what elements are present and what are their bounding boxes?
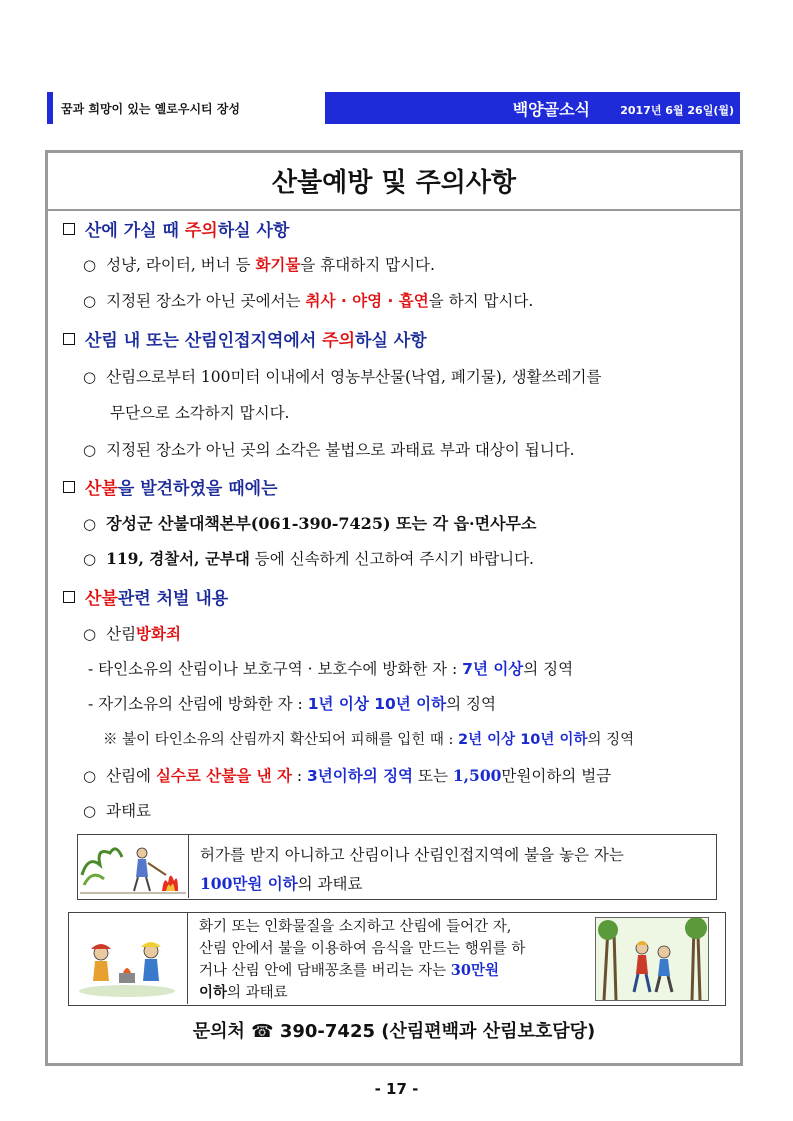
issue-date: 2017년 6월 26일(월) [620, 104, 734, 117]
checkbox-bullet-icon [63, 481, 75, 493]
page-number: - 17 - [374, 1080, 419, 1098]
circle-bullet-icon: ○ [83, 625, 97, 643]
bullet-item: ○ 산림에 실수로 산불을 낸 자 : 3년이하의 징역 또는 1,500만원이하의 벌금 [83, 766, 612, 785]
bullet-item: ○ 지정된 장소가 아닌 곳의 소각은 불법으로 과태료 부과 대상이 됩니다. [83, 441, 575, 459]
hikers-illustration [595, 917, 709, 1001]
circle-bullet-icon: ○ [83, 550, 97, 568]
bullet-item: ○ 성냥, 라이터, 버너 등 화기물을 휴대하지 맙시다. [83, 256, 435, 274]
box1-text: 허가를 받지 아니하고 산림이나 산림인접지역에 불을 놓은 자는 [200, 846, 624, 864]
fine-box-1 [77, 834, 717, 900]
box2-text: 산림 안에서 불을 이용하여 음식을 만드는 행위를 하 [199, 941, 526, 957]
bullet-item: ○ 산림으로부터 100미터 이내에서 영농부산물(낙엽, 폐기물), 생활쓰레기를 [83, 368, 602, 386]
penalty-note: ※ 불이 타인소유의 산림까지 확산되어 피해를 입힌 때 : 2년 이상 10년 이하의 징역 [103, 732, 635, 748]
circle-bullet-icon: ○ [83, 515, 97, 533]
page-header [47, 92, 740, 124]
contact-info: 문의처 ☎ 390-7425 (산림편백과 산림보호담당) [192, 1021, 596, 1042]
section-4-heading: 산불관련 처벌 내용 [63, 584, 228, 609]
campfire-illustration [78, 835, 189, 898]
bullet-item: ○ 119, 경찰서, 군부대 등에 신속하게 신고하여 주시기 바랍니다. [83, 549, 534, 568]
section-3-heading: 산불을 발견하였을 때에는 [63, 474, 278, 499]
bullet-item: ○ 지정된 장소가 아닌 곳에서는 취사 · 야영 · 흡연을 하지 맙시다. [83, 292, 534, 310]
header-banner [325, 92, 740, 124]
box1-text: 100만원 이하의 과태료 [200, 874, 363, 893]
checkbox-bullet-icon [63, 223, 75, 235]
picnic-illustration [69, 913, 188, 1004]
circle-bullet-icon: ○ [83, 368, 97, 386]
checkbox-bullet-icon [63, 333, 75, 345]
box2-text: 이하의 과태료 [199, 984, 288, 1001]
notice-frame [45, 150, 743, 1066]
checkbox-bullet-icon [63, 591, 75, 603]
box2-text: 화기 또는 인화물질을 소지하고 산림에 들어간 자, [199, 919, 512, 935]
section-2-heading: 산림 내 또는 산림인접지역에서 주의하실 사항 [63, 326, 427, 351]
fine-box-2 [68, 912, 726, 1006]
fire-hq-contact: 장성군 산불대책본부(061-390-7425) 또는 각 읍·면사무소 [106, 514, 537, 533]
bullet-item: ○ 과태료 [83, 802, 152, 820]
circle-bullet-icon: ○ [83, 256, 97, 274]
header-slogan: 꿈과 희망이 있는 옐로우시티 장성 [61, 102, 241, 116]
box2-text: 거나 산림 안에 담배꽁초를 버리는 자는 30만원 [199, 962, 499, 979]
circle-bullet-icon: ○ [83, 441, 97, 459]
section-1-heading: 산에 가실 때 주의하실 사항 [63, 216, 289, 241]
penalty-detail: - 자기소유의 산림에 방화한 자 : 1년 이상 10년 이하의 징역 [88, 695, 496, 713]
circle-bullet-icon: ○ [83, 292, 97, 310]
page-title: 산불예방 및 주의사항 [271, 168, 517, 198]
bullet-item: ○ 산림방화죄 [83, 625, 181, 643]
newsletter-name: 백양골소식 [512, 100, 590, 119]
circle-bullet-icon: ○ [83, 802, 97, 820]
header-accent-bar [47, 92, 53, 124]
circle-bullet-icon: ○ [83, 767, 97, 785]
bullet-item [83, 511, 536, 534]
title-box [48, 153, 740, 211]
penalty-detail: - 타인소유의 산림이나 보호구역 · 보호수에 방화한 자 : 7년 이상의 징역 [88, 660, 574, 678]
bullet-continuation: 무단으로 소각하지 맙시다. [110, 404, 290, 422]
